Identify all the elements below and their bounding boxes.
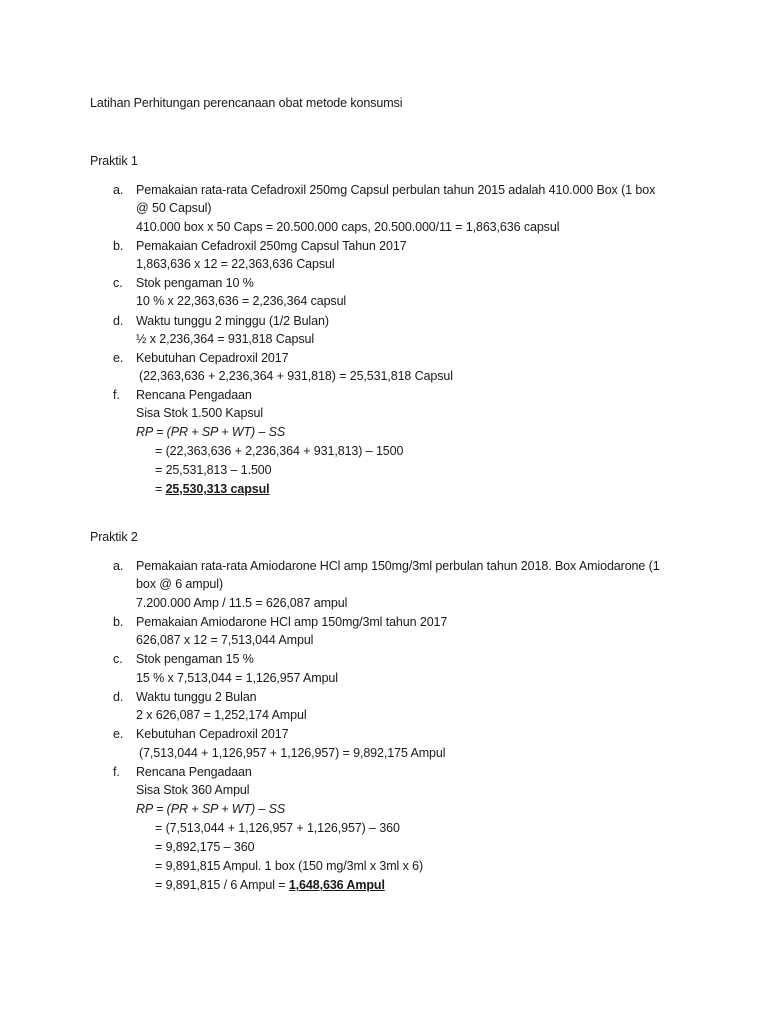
final-result: 1,648,636 Ampul xyxy=(288,878,385,892)
item-text: Pemakaian Amiodarone HCl amp 150mg/3ml tahun 2017 xyxy=(136,615,448,629)
calculation-line: (22,363,636 + 2,236,364 + 931,818) = 25,531,818 Capsul xyxy=(139,369,453,383)
item-text: Kebutuhan Cepadroxil 2017 xyxy=(136,351,289,365)
item-text: Pemakaian Cefadroxil 250mg Capsul Tahun 2017 xyxy=(136,239,407,253)
calculation-step xyxy=(155,877,385,893)
step-prefix: = 9,891,815 / 6 Ampul = xyxy=(155,878,289,892)
calculation-step: = (22,363,636 + 2,236,364 + 931,813) – 1500 xyxy=(155,444,404,458)
item-marker: c. xyxy=(113,652,123,666)
final-result: 25,530,313 capsul xyxy=(165,482,270,496)
item-marker: a. xyxy=(113,559,124,573)
item-marker: a. xyxy=(113,183,124,197)
formula-line: RP = (PR + SP + WT) – SS xyxy=(136,802,286,816)
calculation-step xyxy=(155,481,270,497)
calculation-step: = 25,531,813 – 1.500 xyxy=(155,463,272,477)
calculation-line: (7,513,044 + 1,126,957 + 1,126,957) = 9,892,175 Ampul xyxy=(139,746,446,760)
item-marker: f. xyxy=(113,765,120,779)
item-marker: d. xyxy=(113,690,124,704)
item-marker: c. xyxy=(113,276,123,290)
item-text: Rencana Pengadaan xyxy=(136,388,252,402)
item-text: Pemakaian rata-rata Amiodarone HCl amp 150mg/3ml perbulan tahun 2018. Box Amiodarone (1 xyxy=(136,559,660,573)
formula-line: RP = (PR + SP + WT) – SS xyxy=(136,425,286,439)
item-text: Sisa Stok 360 Ampul xyxy=(136,783,250,797)
calculation-line: 2 x 626,087 = 1,252,174 Ampul xyxy=(136,708,307,722)
calculation-line: 626,087 x 12 = 7,513,044 Ampul xyxy=(136,633,314,647)
item-text: box @ 6 ampul) xyxy=(136,577,224,591)
calculation-step: = (7,513,044 + 1,126,957 + 1,126,957) – 360 xyxy=(155,821,400,835)
item-marker: b. xyxy=(113,615,124,629)
praktik-2-heading: Praktik 2 xyxy=(90,530,138,544)
item-text: @ 50 Capsul) xyxy=(136,201,212,215)
step-prefix: = xyxy=(155,482,166,496)
calculation-line: 1,863,636 x 12 = 22,363,636 Capsul xyxy=(136,257,335,271)
item-text: Stok pengaman 10 % xyxy=(136,276,254,290)
calculation-step: = 9,892,175 – 360 xyxy=(155,840,255,854)
item-text: Pemakaian rata-rata Cefadroxil 250mg Capsul perbulan tahun 2015 adalah 410.000 Box (1 box xyxy=(136,183,656,197)
calculation-line: 7.200.000 Amp / 11.5 = 626,087 ampul xyxy=(136,596,348,610)
item-text: Waktu tunggu 2 Bulan xyxy=(136,690,257,704)
calculation-line: ½ x 2,236,364 = 931,818 Capsul xyxy=(136,332,315,346)
item-text: Kebutuhan Cepadroxil 2017 xyxy=(136,727,289,741)
item-text: Stok pengaman 15 % xyxy=(136,652,254,666)
calculation-step: = 9,891,815 Ampul. 1 box (150 mg/3ml x 3ml x 6) xyxy=(155,859,424,873)
item-marker: d. xyxy=(113,314,124,328)
item-marker: e. xyxy=(113,727,124,741)
item-text: Sisa Stok 1.500 Kapsul xyxy=(136,406,264,420)
item-marker: e. xyxy=(113,351,124,365)
item-text: Waktu tunggu 2 minggu (1/2 Bulan) xyxy=(136,314,329,328)
document-title: Latihan Perhitungan perencanaan obat metode konsumsi xyxy=(90,96,403,110)
item-marker: b. xyxy=(113,239,124,253)
calculation-line: 10 % x 22,363,636 = 2,236,364 capsul xyxy=(136,294,347,308)
calculation-line: 15 % x 7,513,044 = 1,126,957 Ampul xyxy=(136,671,338,685)
item-marker: f. xyxy=(113,388,120,402)
praktik-1-heading: Praktik 1 xyxy=(90,154,138,168)
calculation-line: 410.000 box x 50 Caps = 20.500.000 caps, 20.500.000/11 = 1,863,636 capsul xyxy=(136,220,560,234)
item-text: Rencana Pengadaan xyxy=(136,765,252,779)
